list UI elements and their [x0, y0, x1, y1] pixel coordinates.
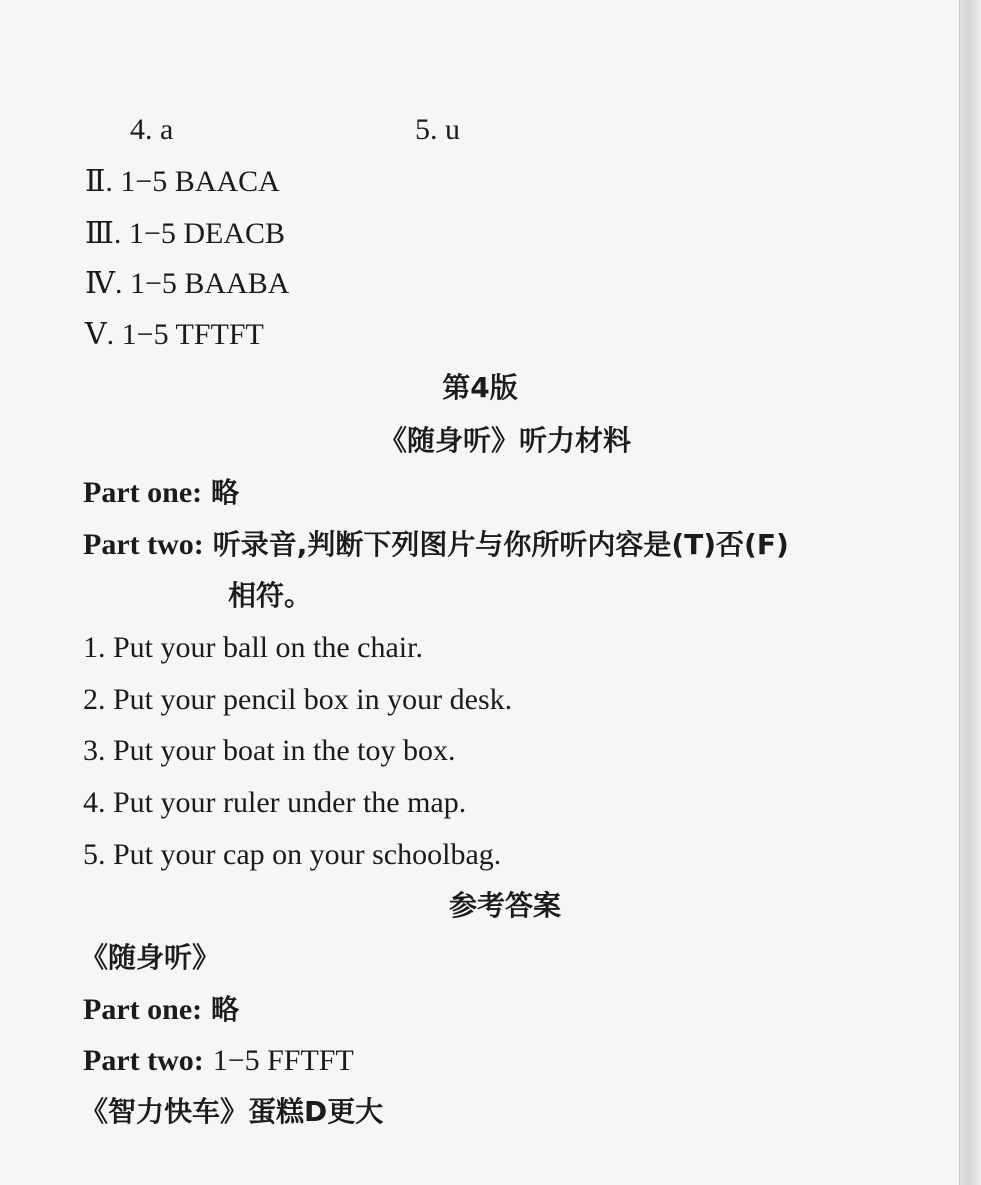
answer-key-heading: 参考答案 — [448, 889, 561, 922]
answer-key-part-two — [83, 1043, 354, 1079]
sentence-2: 2. Put your pencil box in your desk. — [83, 683, 513, 716]
answer-line-2: Ⅱ. 1−5 BAACA — [85, 165, 280, 198]
answer-key-part-one-label: Part one: — [83, 993, 203, 1026]
part-two-instruction-cont: 相符。 — [228, 579, 313, 612]
answer-key-part-one — [83, 992, 239, 1028]
part-two-label: Part two: — [83, 528, 204, 561]
sentence-3: 3. Put your boat in the toy box. — [83, 734, 456, 767]
part-one-label: Part one: — [83, 476, 203, 509]
answer-key-puzzle: 《智力快车》蛋糕D更大 — [80, 1095, 384, 1128]
answer-line-3: Ⅲ. 1−5 DEACB — [85, 217, 286, 250]
part-one-line — [83, 475, 239, 511]
part-two-instruction: 听录音,判断下列图片与你所听内容是(T)否(F) — [212, 528, 789, 561]
answer-key-part-two-label: Part two: — [83, 1044, 204, 1077]
answer-item-5: 5. u — [415, 113, 460, 146]
sentence-1: 1. Put your ball on the chair. — [83, 631, 423, 664]
answer-line-4: Ⅳ. 1−5 BAABA — [85, 267, 290, 300]
sentence-4: 4. Put your ruler under the map. — [83, 786, 467, 819]
section-subheading: 《随身听》听力材料 — [378, 424, 631, 457]
answer-key-part-two-text: 1−5 FFTFT — [212, 1044, 354, 1077]
page-edge — [959, 0, 981, 1185]
answer-line-5: Ⅴ. 1−5 TFTFT — [85, 318, 264, 351]
answer-key-listen-title: 《随身听》 — [80, 941, 221, 974]
part-one-text: 略 — [211, 476, 240, 509]
sentence-5: 5. Put your cap on your schoolbag. — [83, 838, 502, 871]
part-two-line — [83, 527, 789, 563]
answer-item-4: 4. a — [130, 113, 174, 146]
section-heading: 第4版 — [442, 371, 518, 404]
answer-key-part-one-text: 略 — [211, 993, 240, 1026]
